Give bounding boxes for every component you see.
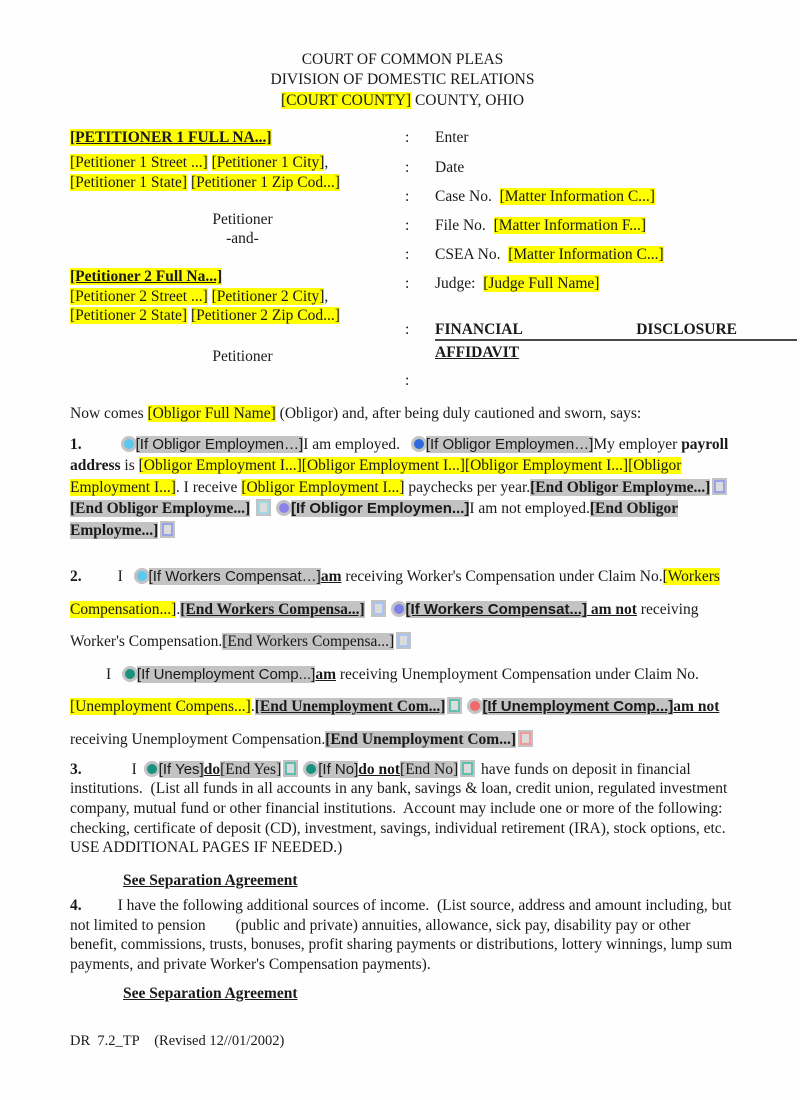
judge-line (435, 275, 599, 293)
form-number-footer: DR 7.2_TP (Revised 12//01/2002) (70, 1033, 285, 1049)
merge-field[interactable]: [COURT COUNTY] (280, 91, 412, 109)
merge-field[interactable]: [PETITIONER 1 FULL NA...] (70, 129, 272, 147)
enter-label (435, 129, 469, 147)
condition-field[interactable]: [End Yes] (220, 760, 282, 778)
text-run: , (324, 288, 329, 306)
text-run: 1. (70, 435, 82, 453)
text-run: do (203, 760, 221, 778)
text-run: receiving Unemployment Compensation under Claim No. (336, 665, 699, 683)
caption-colon: : (405, 159, 410, 177)
condition-end-icon[interactable] (258, 501, 269, 514)
merge-field[interactable]: [Matter Information F...] (493, 217, 646, 235)
condition-field[interactable]: [End Unemployment Com...] (254, 698, 446, 716)
paragraph-4-additional-income (70, 896, 735, 975)
condition-dot-icon[interactable] (147, 764, 157, 774)
condition-field[interactable]: [End No] (400, 760, 459, 778)
condition-field[interactable]: [End Obligor Employme...] (70, 500, 251, 518)
merge-field[interactable]: [Petitioner 1 Street ...] (70, 154, 208, 172)
text-run: COUNTY, OHIO (411, 91, 525, 109)
caption-row-trailing-colon (405, 372, 435, 390)
text-run: (Obligor) and, after being duly cautioned and sworn, says: (275, 405, 642, 423)
text-run: am not (586, 600, 637, 618)
condition-field[interactable]: [End Workers Compensa...] (222, 633, 395, 651)
title-word-financial: FINANCIAL (435, 321, 523, 339)
text-run: paychecks per year. (404, 478, 531, 496)
document-title-row (405, 321, 797, 362)
merge-field[interactable]: [Workers Compensation...] (70, 568, 720, 618)
condition-end-icon[interactable] (162, 523, 173, 536)
affidavit-body (70, 403, 735, 1002)
paragraph-unemployment-comp (70, 659, 735, 757)
caption-colon: : (405, 188, 410, 206)
text-run: I (117, 568, 131, 586)
condition-field[interactable]: [If Workers Compensat...] (405, 600, 587, 618)
text-run: 3. (70, 760, 82, 778)
condition-end-icon[interactable] (462, 762, 473, 775)
text-run: CSEA No. (435, 246, 509, 264)
text-run: is (120, 457, 139, 475)
petitioner2-address-line2 (70, 307, 415, 325)
condition-dot-icon[interactable] (124, 439, 134, 449)
text-run: I am employed. (303, 435, 408, 453)
caption-colon: : (405, 129, 410, 147)
merge-field[interactable]: [Judge Full Name] (483, 275, 600, 293)
condition-dot-icon[interactable] (470, 701, 480, 711)
title-line1 (435, 321, 737, 339)
merge-field[interactable]: [Petitioner 1 State] (70, 174, 188, 192)
merge-field[interactable]: [Petitioner 2 Full Na...] (70, 268, 223, 286)
paragraph-3-funds-on-deposit (70, 760, 735, 858)
text-run: . (250, 698, 255, 716)
caption-row-case-no (405, 188, 655, 206)
and-separator: -and- (226, 230, 259, 248)
case-caption (70, 129, 735, 395)
text-run: receiving Unemployment Compensation. (70, 730, 326, 748)
text-run: 4. (70, 896, 82, 914)
text-run: am (315, 665, 336, 683)
caption-colon: : (405, 275, 410, 293)
see-separation-agreement-heading: See Separation Agreement (123, 871, 298, 889)
text-run: I am not employed. (469, 500, 590, 518)
paragraph-1-employment (70, 434, 735, 542)
text-run: I (106, 665, 119, 683)
merge-field[interactable]: [Matter Information C...] (499, 188, 655, 206)
paragraph-2-workers-comp (70, 561, 735, 659)
court-county-line (70, 91, 735, 111)
text-run: . I receive (175, 478, 242, 496)
text-run: File No. (435, 217, 494, 235)
date-label (435, 159, 464, 177)
text-run: 2. (70, 568, 82, 586)
condition-dot-icon[interactable] (394, 604, 404, 614)
court-name: COURT OF COMMON PLEAS (301, 51, 504, 68)
text-run: . (176, 600, 181, 618)
text-run: do not (358, 760, 401, 778)
caption-colon: : (405, 246, 410, 264)
condition-field[interactable]: [If Workers Compensat…] (148, 568, 321, 586)
text-run: (public and private) annuities, allowance, sick pay, disability pay or other benefit, commissions, trusts, bonuses, profit sharing payments or distributions, lottery winnings, lump sum payments, and private Worker's Compensation payments). (70, 916, 733, 973)
caption-row-file-no (405, 217, 646, 235)
condition-dot-icon[interactable] (414, 439, 424, 449)
condition-dot-icon[interactable] (125, 669, 135, 679)
court-division: DIVISION OF DOMESTIC RELATIONS (270, 71, 535, 89)
text-run (250, 500, 254, 517)
merge-field[interactable]: [Obligor Full Name] (147, 405, 276, 423)
petitioner2-address-line1 (70, 288, 415, 306)
condition-end-icon[interactable] (714, 480, 725, 493)
condition-dot-icon[interactable] (306, 764, 316, 774)
caption-colon: : (405, 372, 410, 390)
condition-end-icon[interactable] (520, 732, 531, 745)
court-header (70, 50, 735, 111)
petitioner1-address-line2 (70, 174, 415, 192)
see-separation-agreement-heading-2: See Separation Agreement (123, 984, 298, 1002)
caption-row-enter (405, 129, 469, 147)
text-run (365, 601, 369, 618)
text-run: Enter (435, 129, 469, 147)
caption-colon: : (405, 217, 410, 235)
petitioner1-address-line1 (70, 154, 415, 172)
merge-field[interactable]: [Petitioner 1 Zip Cod...] (190, 174, 340, 192)
merge-field[interactable]: [Obligor Employment I...] (241, 478, 405, 496)
text-run: receiving Worker's Compensation. (70, 600, 699, 651)
title-underline-rule (435, 321, 797, 341)
condition-field[interactable]: [If Unemployment Comp...] (136, 665, 316, 683)
text-run: have funds on deposit in financial institutions. (List all funds in all accounts in any bank, savings & loan, credit union, regulated investment company, mutual fund or other financial institutions. Account may include one or more of the following: checking, certificate of deposit (CD), investment, savings, individual retirement (IRA), stock options, etc. USE ADDITIONAL PAGES IF NEEDED.) (70, 760, 728, 857)
petitioner2-name (70, 268, 415, 286)
condition-field[interactable]: [If Yes] (158, 760, 204, 778)
text-run: Case No. (435, 188, 500, 206)
merge-field[interactable]: [Petitioner 2 Street ...] (70, 288, 208, 306)
condition-field[interactable]: [If No] (318, 760, 359, 778)
condition-end-icon[interactable] (398, 634, 409, 647)
merge-field[interactable]: [Petitioner 2 City] (211, 288, 325, 306)
condition-end-icon[interactable] (373, 602, 384, 615)
text-run: payroll address (70, 435, 729, 475)
merge-field[interactable]: [Unemployment Compens...] (70, 698, 251, 716)
text-run: , (324, 154, 329, 172)
caption-row-judge (405, 275, 599, 293)
merge-field[interactable]: [Petitioner 1 City] (211, 154, 325, 172)
text-run: Date (435, 159, 465, 177)
condition-field[interactable]: [If Obligor Employmen…] (135, 435, 304, 453)
caption-row-csea-no (405, 246, 664, 264)
condition-field[interactable]: [End Unemployment Com...] (325, 730, 517, 748)
merge-field[interactable]: [Petitioner 2 State] (70, 307, 188, 325)
merge-field[interactable]: [Petitioner 2 Zip Cod...] (190, 307, 340, 325)
caption-colon: : (405, 321, 410, 339)
text-run: am not (673, 698, 720, 716)
condition-field[interactable]: [End Obligor Employme...] (70, 500, 679, 539)
condition-end-icon[interactable] (449, 699, 460, 712)
condition-field[interactable]: [If Obligor Employmen…] (425, 435, 594, 453)
text-run: am (320, 568, 342, 586)
csea-no-line (435, 246, 664, 264)
condition-field[interactable]: [End Obligor Employme...] (530, 478, 711, 496)
text-run: I (131, 760, 141, 778)
condition-field[interactable]: [End Workers Compensa...] (180, 600, 365, 618)
caption-row-date (405, 159, 464, 177)
text-run: Now comes (70, 405, 148, 423)
text-run: receiving Worker's Compensation under Claim No. (341, 568, 663, 586)
text-run: I have the following additional sources of income. (List source, address and amount including, but not limited to pension (70, 896, 732, 934)
merge-field[interactable]: [Matter Information C...] (508, 246, 664, 264)
case-no-line (435, 188, 655, 206)
text-run: My employer (593, 435, 682, 453)
condition-end-icon[interactable] (285, 762, 296, 775)
intro-paragraph (70, 403, 735, 424)
file-no-line (435, 217, 646, 235)
title-word-affidavit: AFFIDAVIT (435, 344, 520, 362)
petitioner1-role-label: Petitioner (212, 211, 273, 229)
petitioner2-role-label: Petitioner (212, 348, 273, 366)
document-title (435, 321, 797, 362)
condition-dot-icon[interactable] (137, 571, 147, 581)
text-run: Judge: (435, 275, 484, 293)
petitioner1-name (70, 129, 415, 147)
merge-field[interactable]: [Obligor Employment I...][Obligor Employment I...][Obligor Employment I...][Obligor Employment I...] (70, 457, 682, 496)
condition-field[interactable]: [If Unemployment Comp...] (482, 698, 674, 716)
condition-field[interactable]: [If Obligor Employmen...] (291, 500, 470, 518)
condition-dot-icon[interactable] (279, 503, 289, 513)
title-word-disclosure: DISCLOSURE (636, 321, 737, 339)
